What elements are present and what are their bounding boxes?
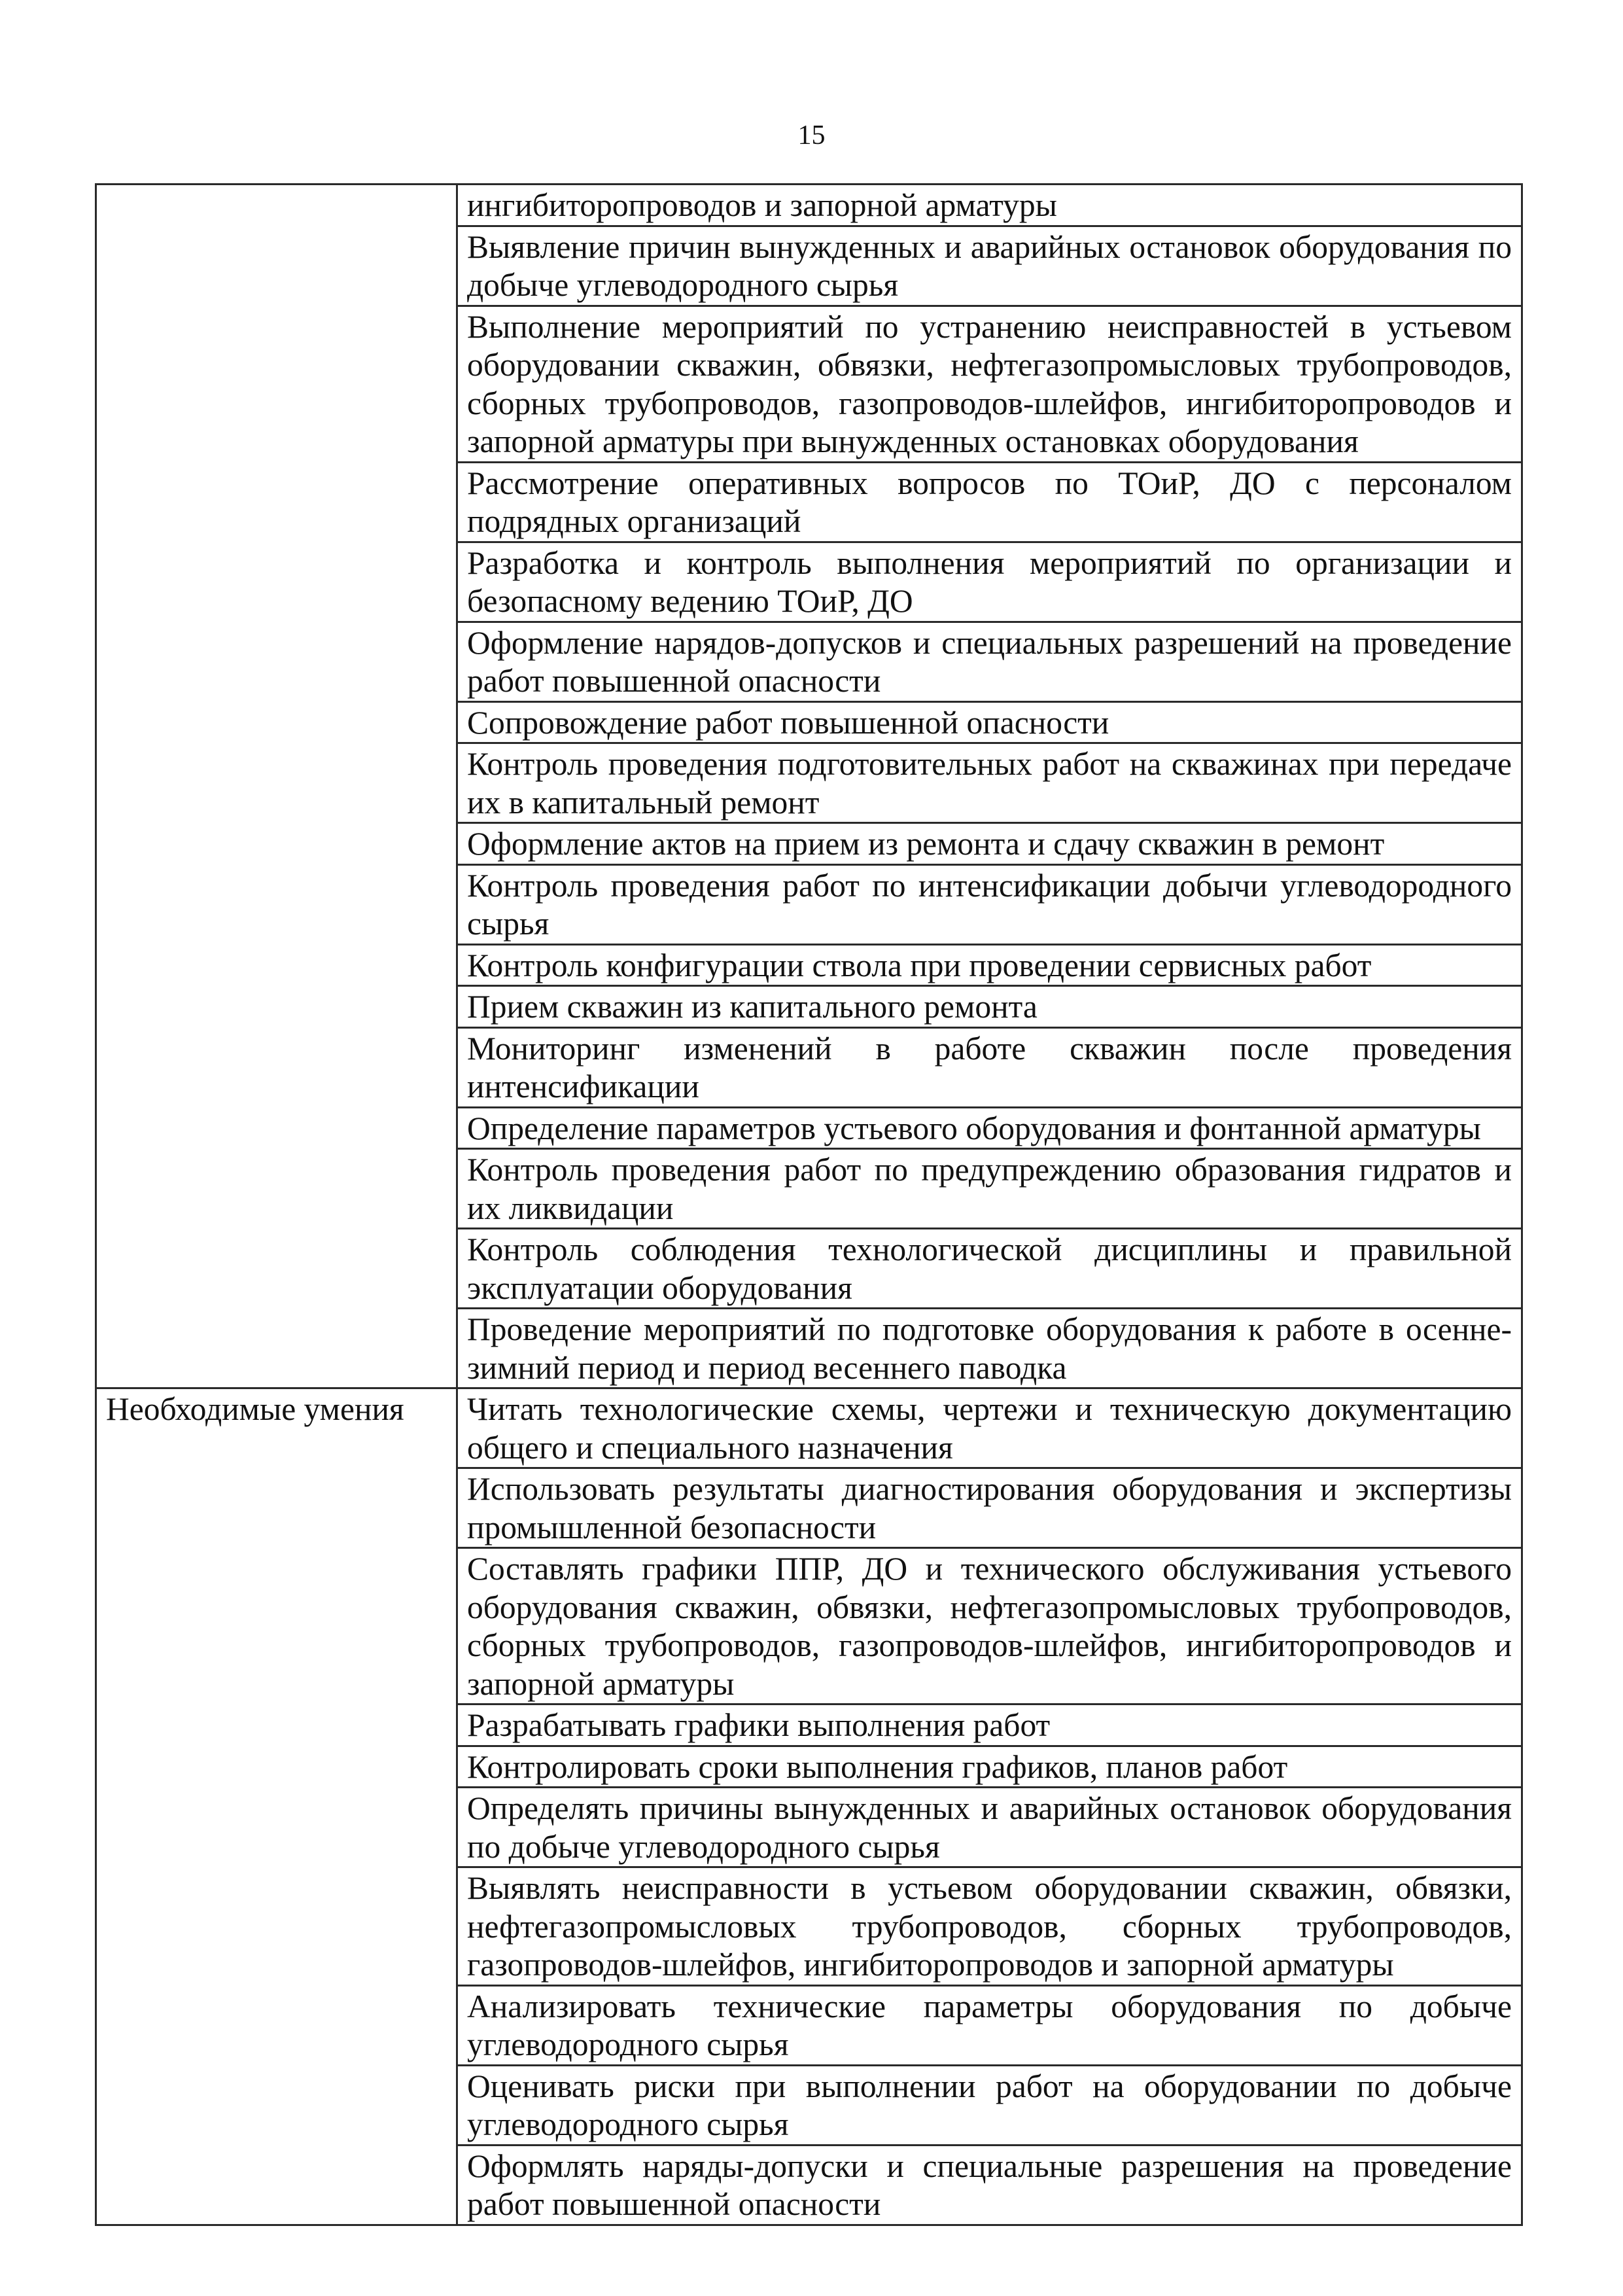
item-cell: Определять причины вынужденных и аварийных остановок оборудования по добыче углеводородного сырья — [457, 1788, 1522, 1867]
section-label-cell: Необходимые умения — [96, 1388, 457, 2225]
item-cell: Составлять графики ППР, ДО и технического обслуживания устьевого оборудования скважин, обвязки, нефтегазопромысловых трубопроводов, сборных трубопроводов, газопроводов-шлейфов, ингибиторопроводов и запорной арматуры — [457, 1548, 1522, 1704]
item-cell: Контроль проведения работ по предупреждению образования гидратов и их ликвидации — [457, 1149, 1522, 1229]
item-cell: Оценивать риски при выполнении работ на оборудовании по добыче углеводородного сырья — [457, 2065, 1522, 2145]
page-number: 15 — [797, 120, 826, 150]
item-cell: Анализировать технические параметры оборудования по добыче углеводородного сырья — [457, 1985, 1522, 2065]
item-cell: Определение параметров устьевого оборудования и фонтанной арматуры — [457, 1107, 1522, 1149]
item-cell: Контроль соблюдения технологической дисциплины и правильной эксплуатации оборудования — [457, 1229, 1522, 1309]
item-cell: Прием скважин из капитального ремонта — [457, 986, 1522, 1028]
item-cell: Разработка и контроль выполнения мероприятий по организации и безопасному ведению ТОиР, ДО — [457, 542, 1522, 622]
item-cell: Оформление нарядов-допусков и специальных разрешений на проведение работ повышенной опасности — [457, 622, 1522, 701]
item-cell: Разрабатывать графики выполнения работ — [457, 1704, 1522, 1746]
item-cell: Использовать результаты диагностирования оборудования и экспертизы промышленной безопасности — [457, 1468, 1522, 1548]
item-cell: Выполнение мероприятий по устранению неисправностей в устьевом оборудовании скважин, обвязки, нефтегазопромысловых трубопроводов, сборных трубопроводов, газопроводов-шлейфов, ингибиторопроводов и запорной арматуры при вынужденных остановках оборудования — [457, 306, 1522, 462]
item-cell: Оформлять наряды-допуски и специальные разрешения на проведение работ повышенной опасности — [457, 2145, 1522, 2225]
item-cell: Контроль проведения работ по интенсификации добычи углеводородного сырья — [457, 864, 1522, 944]
item-cell: Контроль конфигурации ствола при проведении сервисных работ — [457, 944, 1522, 986]
section-label-cell — [96, 185, 457, 1388]
item-cell: Рассмотрение оперативных вопросов по ТОиР, ДО с персоналом подрядных организаций — [457, 462, 1522, 542]
table-row — [96, 1388, 1522, 1468]
item-cell: Контроль проведения подготовительных работ на скважинах при передаче их в капитальный ремонт — [457, 743, 1522, 823]
item-cell: Читать технологические схемы, чертежи и техническую документацию общего и специального назначения — [457, 1388, 1522, 1468]
item-cell: Выявлять неисправности в устьевом оборудовании скважин, обвязки, нефтегазопромысловых трубопроводов, сборных трубопроводов, газопроводов-шлейфов, ингибиторопроводов и запорной арматуры — [457, 1867, 1522, 1986]
item-cell: Мониторинг изменений в работе скважин после проведения интенсификации — [457, 1027, 1522, 1107]
item-cell: Оформление актов на прием из ремонта и сдачу скважин в ремонт — [457, 823, 1522, 865]
table-row — [96, 185, 1522, 226]
requirements-table — [95, 183, 1523, 2226]
item-cell: Сопровождение работ повышенной опасности — [457, 701, 1522, 743]
item-cell: Проведение мероприятий по подготовке оборудования к работе в осенне-зимний период и период весеннего паводка — [457, 1309, 1522, 1388]
item-cell: ингибиторопроводов и запорной арматуры — [457, 185, 1522, 226]
item-cell: Контролировать сроки выполнения графиков, планов работ — [457, 1746, 1522, 1788]
item-cell: Выявление причин вынужденных и аварийных остановок оборудования по добыче углеводородного сырья — [457, 226, 1522, 306]
